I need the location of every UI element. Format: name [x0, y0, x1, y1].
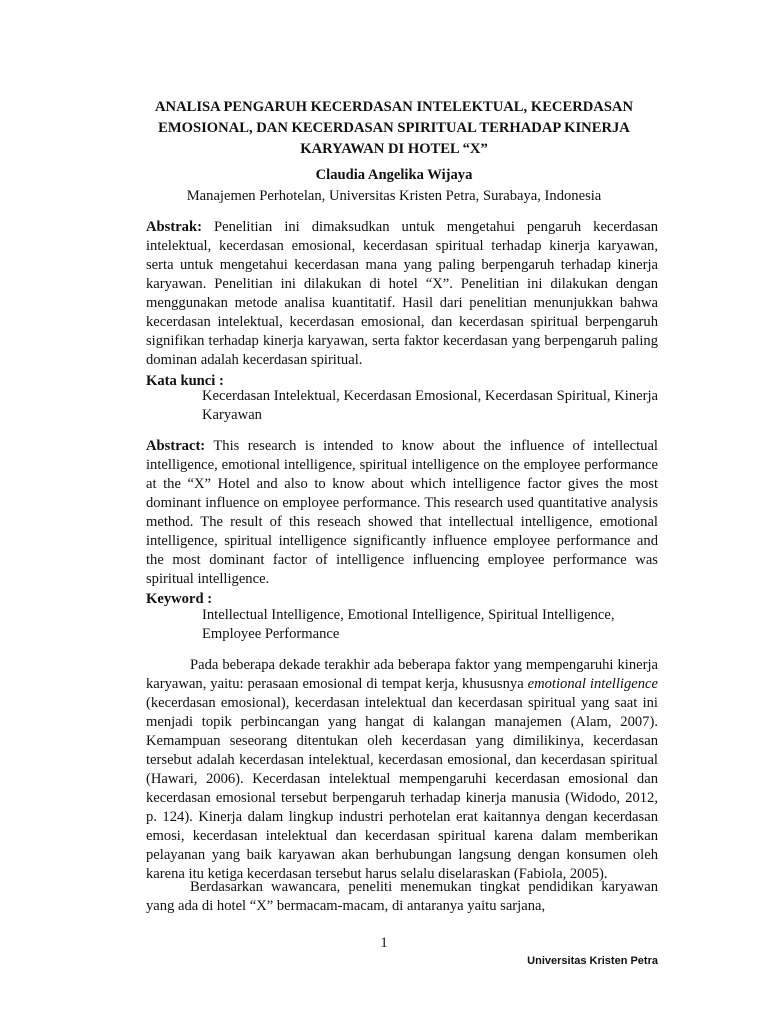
- body-paragraph-1-part-b: (kecerdasan emosional), kecerdasan intelektual dan kecerdasan spiritual yang saat ini menjadi topik perbincangan yang hangat di kalangan manajemen (Alam, 2007). Kemampuan seseorang ditentukan oleh kecerdasan yang dimilikinya, kecerdasan tersebut adalah kecerdasan intelektual, kecerdasan emosional, dan kecerdasan spiritual (Hawari, 2006). Kecerdasan intelektual mempengaruhi kecerdasan emosional dan kecerdasan emosional tersebut berpengaruh terhadap kinerja manusia (Widodo, 2012, p. 124). Kinerja dalam lingkup industri perhotelan erat kaitannya dengan kecerdasan emosi, kecerdasan intelektual dan kecerdasan spiritual karena dalam memberikan pelayanan yang baik karyawan akan berhubungan langsung dengan konsumen oleh karena itu ketiga kecerdasan tersebut harus selalu diselaraskan (Fabiola, 2005).: [146, 695, 658, 882]
- body-paragraph-1: [146, 656, 658, 884]
- body-paragraph-1-part-a: Pada beberapa dekade terakhir ada beberapa faktor yang mempengaruhi kinerja karyawan, yaitu: perasaan emosional di tempat kerja, khususnya: [146, 657, 658, 692]
- abstrak-text: Penelitian ini dimaksudkan untuk mengetahui pengaruh kecerdasan intelektual, kecerdasan emosional, kecerdasan spiritual terhadap kinerja karyawan, serta untuk mengetahui kecerdasan mana yang paling berpengaruh terhadap kinerja karyawan. Penelitian ini dilakukan di hotel “X”. Penelitian ini dilakukan dengan menggunakan metode analisa kuantitatif. Hasil dari penelitian menunjukkan bahwa kecerdasan intelektual, kecerdasan emosional, dan kecerdasan spiritual berpengaruh signifikan terhadap kinerja karyawan, serta faktor kecerdasan yang berpengaruh paling dominan adalah kecerdasan spiritual.: [146, 219, 659, 368]
- author-affiliation: Manajemen Perhotelan, Universitas Kristen Petra, Surabaya, Indonesia: [186, 188, 602, 204]
- footer-institution: Universitas Kristen Petra: [527, 955, 658, 967]
- kata-kunci-label: Kata kunci :: [146, 373, 224, 389]
- keyword-text: Intellectual Intelligence, Emotional Intelligence, Spiritual Intelligence, Employee Performance: [202, 607, 615, 642]
- body-paragraph-2: Berdasarkan wawancara, peneliti menemukan tingkat pendidikan karyawan yang ada di hotel “X” bermacam-macam, di antaranya yaitu sarjana,: [146, 879, 658, 914]
- body-paragraph-1-emphasis: emotional intelligence: [527, 676, 658, 692]
- page-number: 1: [380, 935, 388, 951]
- abstrak-label: Abstrak:: [146, 219, 202, 235]
- abstract-section: [146, 437, 658, 589]
- abstract-label: Abstract:: [146, 438, 206, 454]
- author-name: Claudia Angelika Wijaya: [315, 167, 473, 183]
- kata-kunci-text: Kecerdasan Intelektual, Kecerdasan Emosional, Kecerdasan Spiritual, Kinerja Karyawan: [202, 388, 658, 423]
- paper-title: ANALISA PENGARUH KECERDASAN INTELEKTUAL, KECERDASAN EMOSIONAL, DAN KECERDASAN SPIRITUAL TERHADAP KINERJA KARYAWAN DI HOTEL “X”: [154, 99, 634, 157]
- abstract-text: This research is intended to know about the influence of intellectual intelligence, emotional intelligence, spiritual intelligence on the employee performance at the “X” Hotel and also to know about which intelligence factor gives the most dominant influence on employee performance. This research used quantitative analysis method. The result of this reseach showed that intellectual intelligence, emotional intelligence, spiritual intelligence significantly influence employee performance and the most dominant factor of intelligence influencing employee performance was spiritual intelligence.: [146, 438, 658, 587]
- abstrak-section: [146, 218, 658, 370]
- keyword-label: Keyword :: [146, 591, 213, 607]
